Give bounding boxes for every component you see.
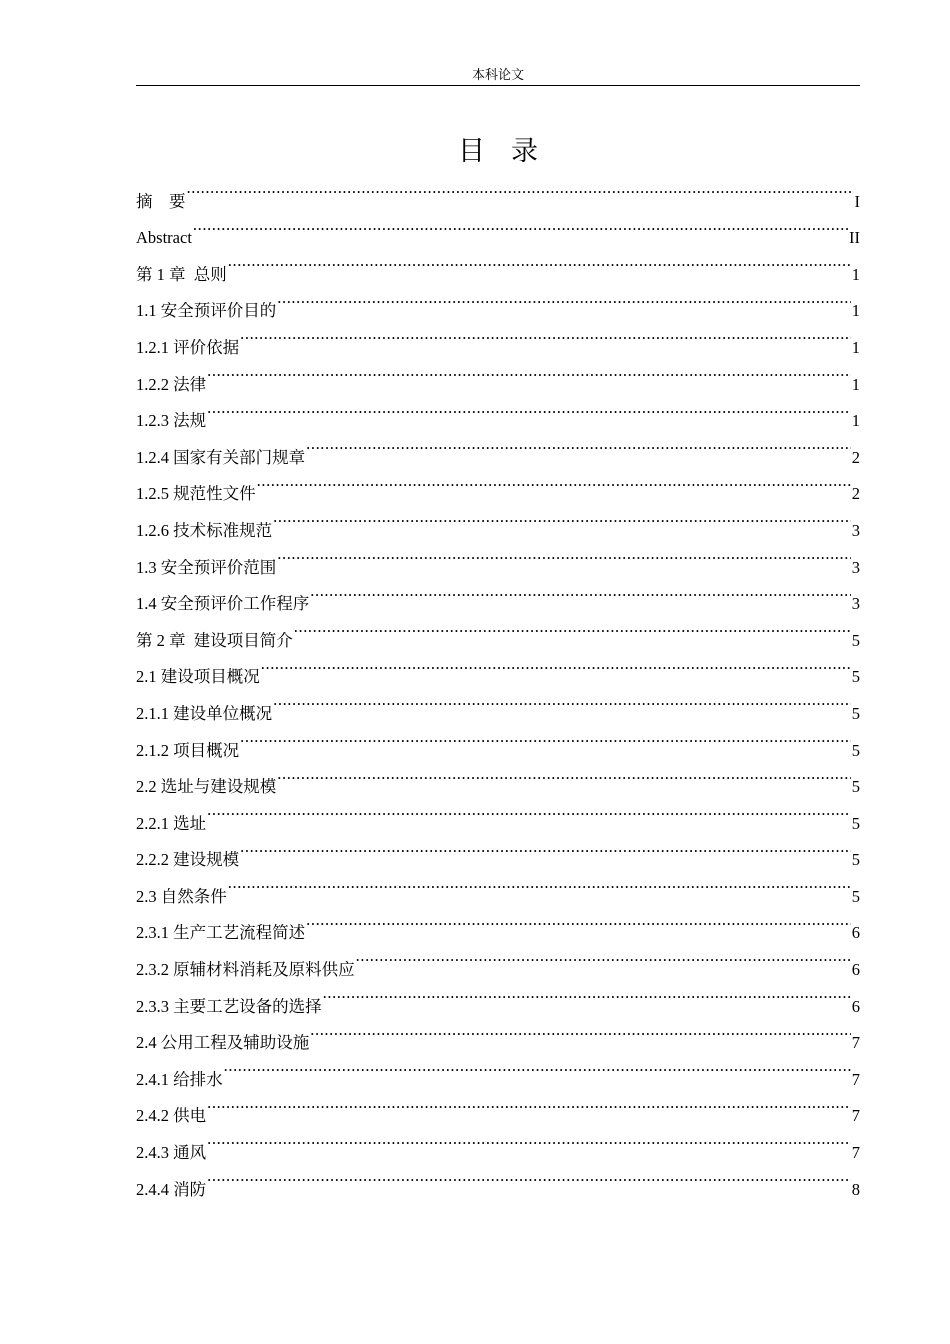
toc-dot-leader	[207, 390, 851, 427]
toc-entry[interactable]	[136, 207, 860, 248]
toc-dot-leader	[240, 316, 851, 353]
toc-dot-leader	[277, 536, 851, 573]
toc-dot-leader	[240, 829, 851, 866]
toc-entry-label: 1.2.3 法规	[136, 411, 207, 431]
toc-entry-label: 2.1.1 建设单位概况	[136, 703, 273, 723]
toc-entry-label: 1.2.4 国家有关部门规章	[136, 447, 306, 467]
toc-entry[interactable]	[136, 243, 860, 284]
toc-dot-leader	[207, 1158, 851, 1195]
toc-entry[interactable]	[136, 1158, 860, 1199]
toc-dot-leader	[193, 207, 848, 244]
toc-entry-page: 5	[851, 740, 860, 760]
toc-entry-label: 2.2.1 选址	[136, 813, 207, 833]
toc-dot-leader	[207, 792, 851, 829]
toc-entry[interactable]	[136, 1085, 860, 1126]
toc-entry[interactable]	[136, 170, 860, 211]
toc-entry-label: 2.1 建设项目概况	[136, 667, 260, 687]
toc-dot-leader	[187, 170, 854, 207]
toc-entry-label: 摘 要	[136, 191, 186, 211]
toc-entry[interactable]	[136, 390, 860, 431]
toc-entry[interactable]	[136, 426, 860, 467]
toc-entry-page: 1	[851, 337, 860, 357]
toc-entry-page: 6	[851, 996, 860, 1016]
toc-dot-leader	[224, 1048, 851, 1085]
toc-entry[interactable]	[136, 865, 860, 906]
toc-entry-label: 2.4.2 供电	[136, 1106, 207, 1126]
toc-entry[interactable]	[136, 792, 860, 833]
toc-dot-leader	[310, 573, 851, 610]
toc-dot-leader	[207, 1085, 851, 1122]
toc-entry-page: 1	[851, 301, 860, 321]
toc-entry-label: 2.4.4 消防	[136, 1179, 207, 1199]
toc-entry-label: 2.2.2 建设规模	[136, 850, 240, 870]
toc-entry-label: 1.1 安全预评价目的	[136, 301, 277, 321]
toc-entry-page: 3	[851, 557, 860, 577]
toc-entry-label: 2.4.1 给排水	[136, 1069, 223, 1089]
toc-entry[interactable]	[136, 353, 860, 394]
toc-entry-page: 5	[851, 886, 860, 906]
toc-entry[interactable]	[136, 280, 860, 321]
header-rule	[136, 85, 860, 86]
toc-entry-page: II	[849, 228, 860, 248]
toc-entry-page: 2	[851, 447, 860, 467]
toc-entry[interactable]	[136, 1048, 860, 1089]
toc-entry[interactable]	[136, 756, 860, 797]
toc-dot-leader	[240, 719, 851, 756]
toc-entry-page: 5	[851, 667, 860, 687]
toc-entry-label: 1.2.1 评价依据	[136, 337, 240, 357]
toc-entry-page: 7	[851, 1033, 860, 1053]
toc-dot-leader	[306, 426, 851, 463]
toc-entry-label: 2.1.2 项目概况	[136, 740, 240, 760]
toc-dot-leader	[261, 646, 851, 683]
toc-entry-page: 1	[851, 411, 860, 431]
toc-entry[interactable]	[136, 316, 860, 357]
toc-dot-leader	[207, 1121, 851, 1158]
toc-entry-page: 1	[851, 264, 860, 284]
toc-entry[interactable]	[136, 829, 860, 870]
toc-entry-label: Abstract	[136, 228, 192, 248]
toc-entry-page: 6	[851, 923, 860, 943]
running-header: 本科论文	[471, 67, 524, 82]
toc-entry-page: 5	[851, 813, 860, 833]
toc-entry-page: 3	[851, 520, 860, 540]
toc-entry[interactable]	[136, 719, 860, 760]
toc-entry-page: 7	[851, 1069, 860, 1089]
toc-entry-page: 5	[851, 703, 860, 723]
toc-dot-leader	[323, 975, 851, 1012]
toc-entry-page: 5	[851, 850, 860, 870]
toc-entry-label: 1.2.2 法律	[136, 374, 207, 394]
toc-entry-page: I	[854, 191, 860, 211]
toc-dot-leader	[207, 353, 851, 390]
toc-entry-label: 2.2 选址与建设规模	[136, 777, 277, 797]
toc-entry-label: 2.4.3 通风	[136, 1143, 207, 1163]
toc-entry-page: 5	[851, 777, 860, 797]
toc-dot-leader	[228, 243, 851, 280]
toc-entry-label: 第 1 章 总则	[136, 264, 227, 284]
toc-entry-label: 第 2 章 建设项目简介	[136, 630, 293, 650]
toc-entry-page: 7	[851, 1143, 860, 1163]
toc-dot-leader	[306, 902, 851, 939]
toc-entry-label: 1.2.6 技术标准规范	[136, 520, 273, 540]
toc-dot-leader	[273, 682, 851, 719]
toc-title: 目录	[458, 136, 564, 167]
toc-entry-page: 2	[851, 484, 860, 504]
toc-entry-page: 5	[851, 630, 860, 650]
toc-entry-label: 2.3.3 主要工艺设备的选择	[136, 996, 322, 1016]
toc-dot-leader	[257, 463, 851, 500]
toc-entry[interactable]	[136, 1121, 860, 1163]
toc-dot-leader	[310, 1012, 851, 1049]
toc-dot-leader	[277, 280, 851, 317]
toc-entry-label: 1.3 安全预评价范围	[136, 557, 277, 577]
toc-entry-page: 1	[851, 374, 860, 394]
toc-dot-leader	[228, 865, 851, 902]
toc-entry-page: 6	[851, 960, 860, 980]
toc-entry-page: 3	[851, 594, 860, 614]
toc-entry-label: 2.3 自然条件	[136, 886, 227, 906]
toc-entry-label: 2.4 公用工程及辅助设施	[136, 1033, 310, 1053]
toc-dot-leader	[277, 756, 851, 793]
toc-dot-leader	[273, 499, 851, 536]
toc-entry[interactable]	[136, 902, 860, 943]
toc-entry-label: 1.2.5 规范性文件	[136, 484, 256, 504]
toc-entry-label: 2.3.2 原辅材料消耗及原料供应	[136, 960, 355, 980]
toc-dot-leader	[356, 938, 851, 975]
toc-entry-page: 7	[851, 1106, 860, 1126]
toc-list	[136, 170, 860, 1199]
toc-entry-label: 2.3.1 生产工艺流程简述	[136, 923, 306, 943]
toc-entry-label: 1.4 安全预评价工作程序	[136, 594, 310, 614]
toc-dot-leader	[294, 609, 851, 646]
toc-entry-page: 8	[851, 1179, 860, 1199]
